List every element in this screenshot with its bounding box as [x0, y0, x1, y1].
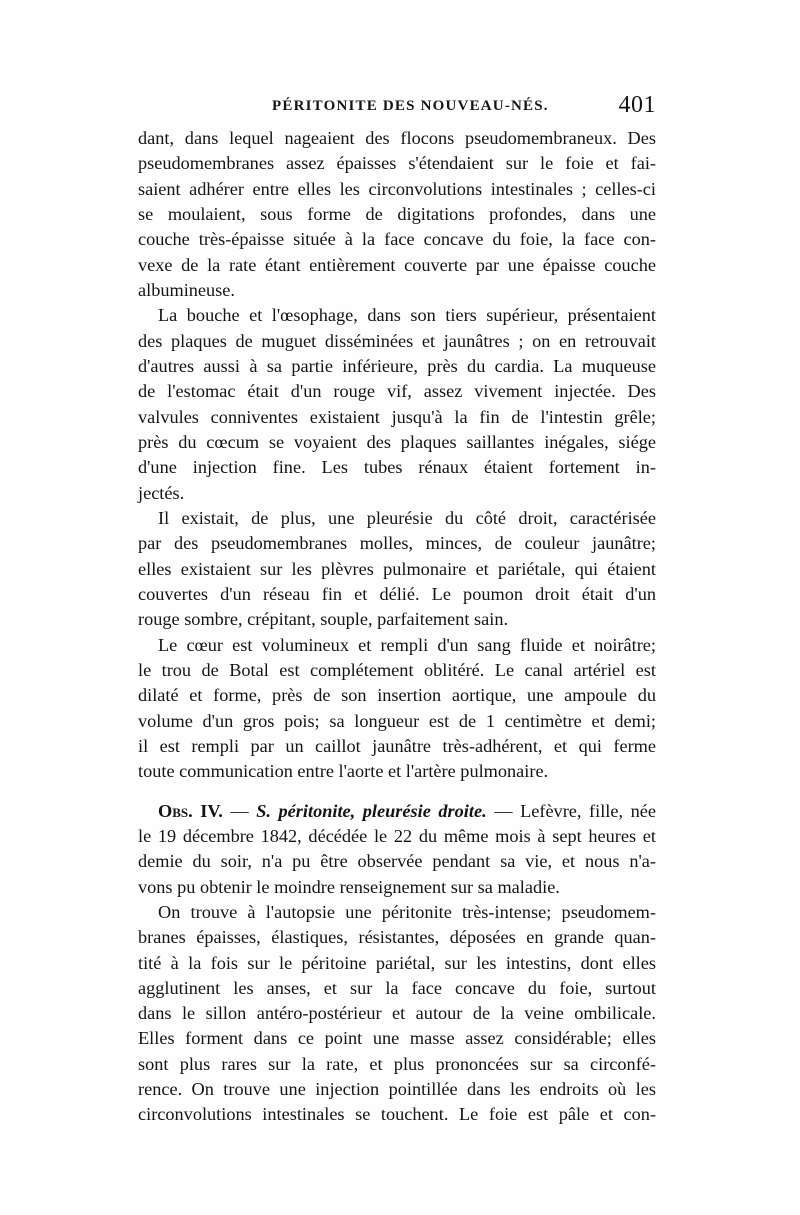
- observation-first-line: [138, 799, 656, 824]
- paragraph-oesophagus: [138, 303, 656, 506]
- text-line: d'autres aussi à sa partie inférieure, près du cardia. La muqueuse: [138, 355, 656, 376]
- text-line: sont plus rares sur la rate, et plus prononcées sur sa circonfé-: [138, 1053, 656, 1074]
- text-line: des plaques de muguet disséminées et jaunâtres ; on en retrouvait: [138, 330, 656, 351]
- observation-first-line-rest: — Lefèvre, fille, née: [494, 800, 656, 821]
- paragraph-pleurisy: [138, 506, 656, 633]
- text-line: demie du soir, n'a pu être observée pendant sa vie, et nous n'a-: [138, 851, 656, 872]
- text-line: Le cœur est volumineux et rempli d'un sang fluide et noirâtre;: [158, 634, 656, 655]
- text-line: rouge sombre, crépitant, souple, parfaitement sain.: [138, 609, 509, 630]
- text-line: valvules conniventes existaient jusqu'à la fin de l'intestin grêle;: [138, 406, 656, 427]
- page-header: [138, 92, 656, 122]
- text-line: Elles forment dans ce point une masse assez considérable; elles: [138, 1028, 656, 1049]
- text-line: vons pu obtenir le moindre renseignement sur sa maladie.: [138, 876, 560, 897]
- text-line: de l'estomac était d'un rouge vif, assez vivement injectée. Des: [138, 381, 656, 402]
- section-gap: [138, 785, 656, 799]
- text-line: il est rempli par un caillot jaunâtre très-adhérent, et qui ferme: [138, 735, 656, 756]
- text-line: albumineuse.: [138, 279, 235, 300]
- text-line: Il existait, de plus, une pleurésie du côté droit, caractérisée: [158, 507, 656, 528]
- text-line: dant, dans lequel nageaient des flocons pseudomembraneux. Des: [138, 128, 656, 148]
- page-number: 401: [618, 92, 656, 118]
- text-line: jectés.: [138, 482, 185, 503]
- text-line: près du cœcum se voyaient des plaques saillantes inégales, siége: [138, 431, 656, 452]
- running-title: PÉRITONITE DES NOUVEAU-NÉS.: [272, 98, 549, 114]
- text-line: couvertes d'un réseau fin et délié. Le poumon droit était d'un: [138, 583, 656, 604]
- text-line: On trouve à l'autopsie une péritonite très-intense; pseudomem-: [158, 901, 656, 922]
- text-line: vexe de la rate étant entièrement couverte par une épaisse couche: [138, 254, 656, 275]
- text-line: elles existaient sur les plèvres pulmonaire et pariétale, qui étaient: [138, 558, 656, 579]
- text-line: La bouche et l'œsophage, dans son tiers supérieur, présentaient: [158, 305, 656, 326]
- text-line: couche très-épaisse située à la face concave du foie, la face con-: [138, 229, 656, 250]
- text-line: pseudomembranes assez épaisses s'étendaient sur le foie et fai-: [138, 153, 656, 174]
- observation-dash: —: [222, 800, 257, 821]
- text-line: dans le sillon antéro-postérieur et autour de la veine ombilicale.: [138, 1003, 656, 1024]
- text-line: tité à la fois sur le péritoine pariétal, sur les intestins, dont elles: [138, 952, 656, 973]
- text-line: volume d'un gros pois; sa longueur est de 1 centimètre et demi;: [138, 710, 656, 731]
- text-line: par des pseudomembranes molles, minces, de couleur jaunâtre;: [138, 533, 656, 554]
- body-text: [138, 126, 656, 1128]
- observation-heading: [138, 799, 656, 900]
- text-line: le 19 décembre 1842, décédée le 22 du même mois à sept heures et: [138, 825, 656, 846]
- observation-title: S. péritonite, pleurésie droite.: [256, 800, 487, 821]
- text-line: toute communication entre l'aorte et l'artère pulmonaire.: [138, 761, 549, 782]
- observation-label: Obs. IV.: [158, 800, 223, 821]
- text-line: circonvolutions intestinales se touchent. Le foie est pâle et con-: [138, 1104, 656, 1125]
- paragraph-autopsy: [138, 900, 656, 1128]
- paragraph-heart: [138, 633, 656, 785]
- text-line: rence. On trouve une injection pointillée dans les endroits où les: [138, 1079, 656, 1100]
- text-line: se moulaient, sous forme de digitations profondes, dans une: [138, 203, 656, 224]
- text-line: dilaté et forme, près de son insertion aortique, une ampoule du: [138, 685, 656, 706]
- paragraph-continuation: [138, 126, 656, 303]
- text-line: le trou de Botal est complétement oblitéré. Le canal artériel est: [138, 659, 656, 680]
- text-line: saient adhérer entre elles les circonvolutions intestinales ; celles-ci: [138, 178, 656, 199]
- text-line: agglutinent les anses, et sur la face concave du foie, surtout: [138, 977, 656, 998]
- text-line: d'une injection fine. Les tubes rénaux étaient fortement in-: [138, 457, 656, 478]
- text-line: branes épaisses, élastiques, résistantes, déposées en grande quan-: [138, 927, 656, 948]
